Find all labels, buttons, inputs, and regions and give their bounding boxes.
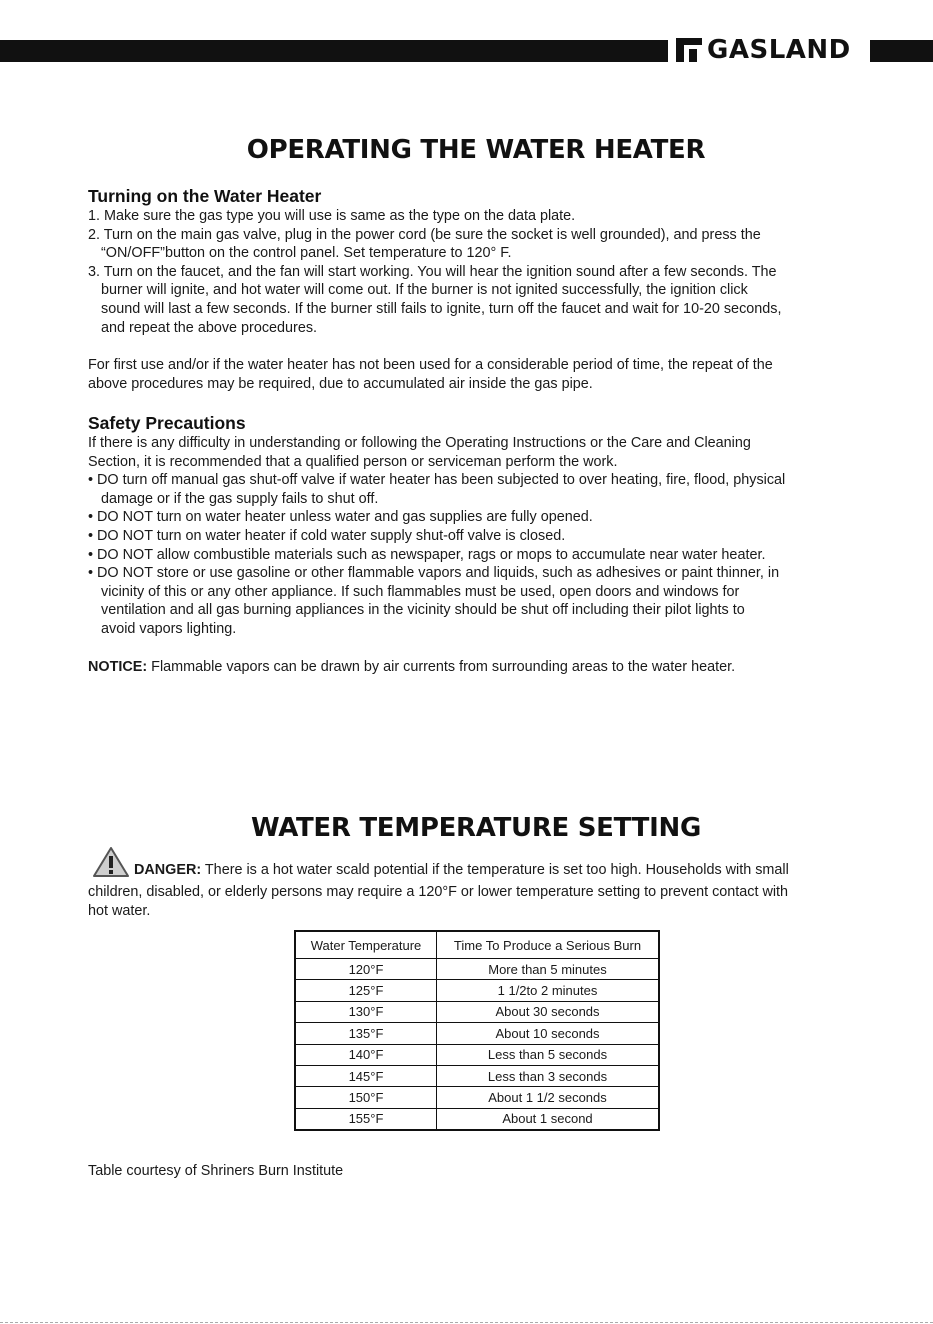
temperature-cell: 135°F [295,1023,437,1044]
step-3-cont-1: burner will ignite, and hot water will come out. If the burner is not ignited successfully, the ignition click [101,282,748,299]
safety-section [88,413,848,639]
step-1: 1. Make sure the gas type you will use is same as the type on the data plate. [88,208,576,224]
safety-bullet-5: • DO NOT store or use gasoline or other flammable vapors and liquids, such as adhesives or paint thinner, in [88,565,780,582]
safety-bullet-1-cont: damage or if the gas supply fails to shut off. [101,490,379,507]
temperature-cell: 155°F [295,1108,437,1130]
burn-time-cell: About 1 1/2 seconds [437,1087,660,1108]
brand-mark-icon [676,38,702,62]
burn-time-cell: About 1 second [437,1108,660,1130]
notice [88,658,848,677]
warning-triangle-icon [92,846,130,878]
burn-time-cell: Less than 5 seconds [437,1044,660,1065]
temperature-cell: 145°F [295,1065,437,1086]
brand-logo [676,34,851,66]
notice-text: Flammable vapors can be drawn by air currents from surrounding areas to the water heater. [147,659,736,675]
brand-name: GASLAND [707,35,851,65]
danger-warning [92,846,852,880]
safety-bullet-3: • DO NOT turn on water heater if cold water supply shut-off valve is closed. [88,527,566,544]
header-bar-left [0,40,668,62]
table-header-burn-time: Time To Produce a Serious Burn [437,931,660,959]
temperature-cell: 130°F [295,1001,437,1022]
safety-heading: Safety Precautions [88,413,246,433]
step-2: 2. Turn on the main gas valve, plug in the power cord (be sure the socket is well grounded), and press the [88,226,761,243]
page-bottom-divider [0,1322,933,1323]
turning-on-section [88,186,848,337]
table-row [295,1108,659,1130]
step-3: 3. Turn on the faucet, and the fan will start working. You will hear the ignition sound after a few seconds. The [88,263,777,280]
safety-bullet-1: • DO turn off manual gas shut-off valve if water heater has been subjected to over heating, fire, flood, physical [88,472,786,489]
table-row [295,1065,659,1086]
table-row [295,959,659,980]
table-row [295,1087,659,1108]
danger-label: DANGER: [134,862,202,878]
table-row [295,980,659,1001]
safety-bullet-5-cont-1: vicinity of this or any other appliance. If such flammables must be used, open doors and windows for [101,583,740,600]
table-credit-text: Table courtesy of Shriners Burn Institute [88,1163,344,1179]
notice-label: NOTICE: [88,659,148,675]
table-row [295,1023,659,1044]
first-use-paragraph [88,356,848,393]
safety-intro-2: Section, it is recommended that a qualified person or serviceman perform the work. [88,453,618,470]
section-title-operating: OPERATING THE WATER HEATER [246,135,706,165]
temperature-cell: 140°F [295,1044,437,1065]
step-3-cont-3: and repeat the above procedures. [101,319,318,336]
safety-bullet-5-cont-2: ventilation and all gas burning appliances in the vicinity should be shut off including their pilot lights to [101,602,745,619]
burn-time-cell: About 10 seconds [437,1023,660,1044]
first-use-line-1: For first use and/or if the water heater has not been used for a considerable period of time, the repeat of the [88,357,773,373]
danger-text-3: hot water. [88,902,151,919]
safety-intro-1: If there is any difficulty in understanding or following the Operating Instructions or the Care and Cleaning [88,435,751,451]
danger-text-2: children, disabled, or elderly persons may require a 120°F or lower temperature setting to prevent contact with [88,884,789,900]
danger-text-1: There is a hot water scald potential if the temperature is set too high. Households with small [201,862,789,878]
safety-bullet-5-cont-3: avoid vapors lighting. [101,620,237,637]
burn-time-table [294,930,660,1131]
burn-time-cell: 1 1/2to 2 minutes [437,980,660,1001]
burn-time-cell: Less than 3 seconds [437,1065,660,1086]
step-3-cont-2: sound will last a few seconds. If the burner still fails to ignite, turn off the faucet and wait for 10-20 seconds, [101,300,782,317]
step-2-cont: “ON/OFF”button on the control panel. Set temperature to 120° F. [101,245,512,262]
table-header-temperature: Water Temperature [295,931,437,959]
temperature-cell: 120°F [295,959,437,980]
table-credit [88,1162,848,1181]
table-header-row [295,931,659,959]
first-use-line-2: above procedures may be required, due to accumulated air inside the gas pipe. [88,375,593,392]
header-bar-right [870,40,933,62]
table-row [295,1001,659,1022]
temperature-cell: 125°F [295,980,437,1001]
temperature-cell: 150°F [295,1087,437,1108]
safety-bullet-4: • DO NOT allow combustible materials such as newspaper, rags or mops to accumulate near water heater. [88,546,766,563]
safety-bullet-2: • DO NOT turn on water heater unless water and gas supplies are fully opened. [88,509,593,526]
table-row [295,1044,659,1065]
section-title-temperature: WATER TEMPERATURE SETTING [250,813,701,843]
burn-time-cell: About 30 seconds [437,1001,660,1022]
burn-time-cell: More than 5 minutes [437,959,660,980]
turning-on-heading: Turning on the Water Heater [88,186,322,206]
danger-warning-cont [88,883,848,920]
